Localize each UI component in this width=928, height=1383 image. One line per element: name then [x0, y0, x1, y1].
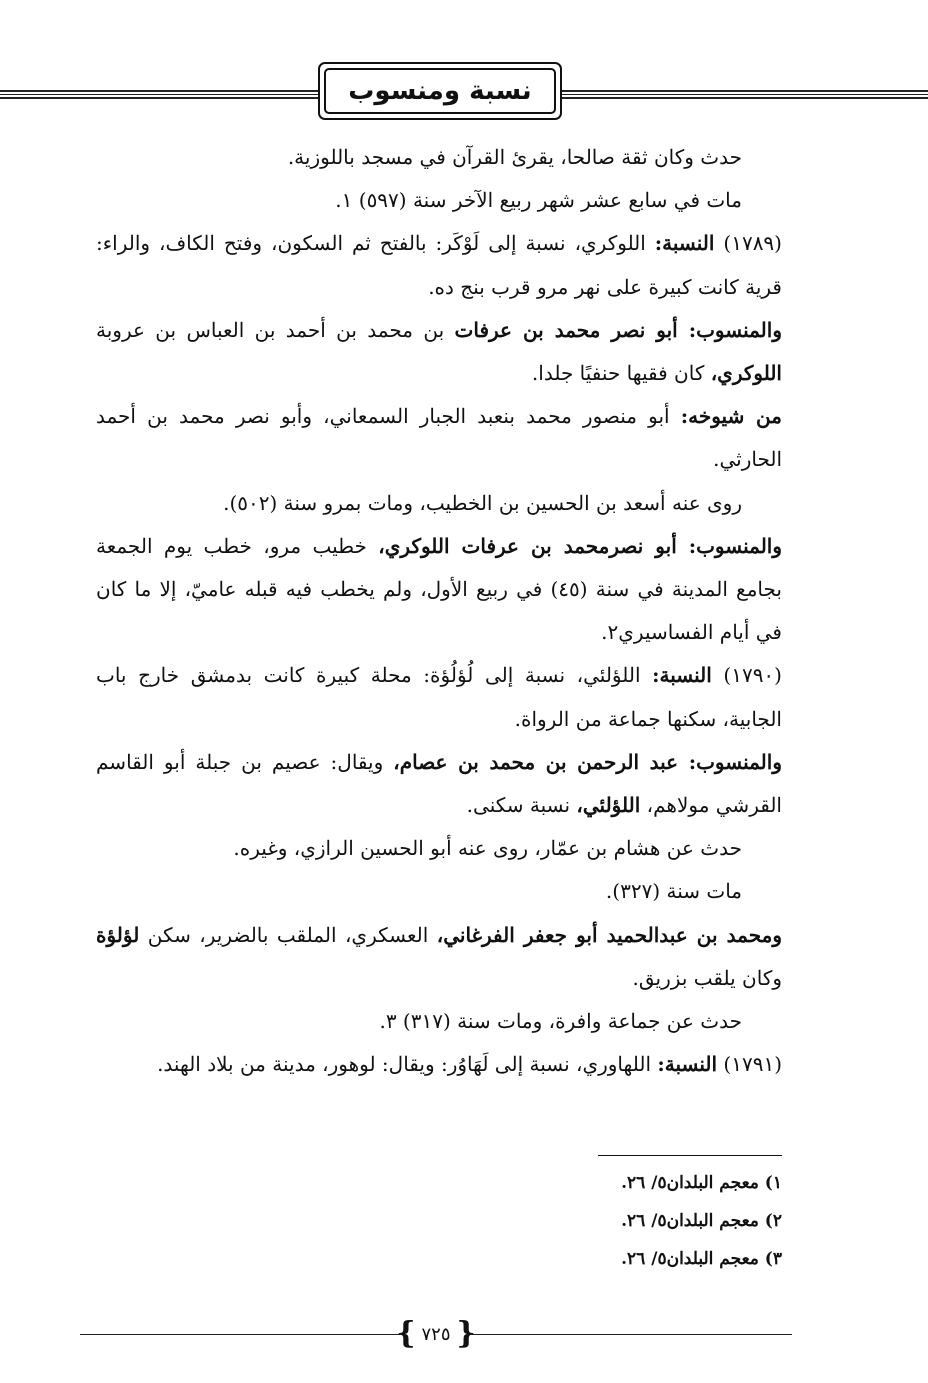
footer-rule-right	[472, 1334, 792, 1335]
text-run: روى عنه أسعد بن الحسين بن الخطيب، ومات بمرو سنة (٥٠٢).	[223, 490, 742, 515]
page-title: نسبة ومنسوب	[324, 68, 556, 114]
text-run: مات سنة (٣٢٧).	[605, 879, 742, 904]
text-run: نسبة سكنى.	[466, 793, 577, 818]
paragraph	[96, 654, 782, 740]
bold-text: والمنسوب: عبد الرحمن بن محمد بن عصام،	[393, 749, 782, 774]
paragraph	[96, 222, 782, 308]
footnote-item: ٣) معجم البلدان٥/ ٢٦.	[621, 1249, 782, 1269]
bold-text: النسبة:	[652, 663, 712, 688]
footnote-item: ١) معجم البلدان٥/ ٢٦.	[621, 1173, 782, 1193]
header-title-frame	[318, 62, 562, 120]
footer-rule-left	[80, 1334, 400, 1335]
paragraph	[96, 482, 782, 525]
text-run: اللؤلئي، نسبة إلى لُؤلُؤة: محلة كبيرة كانت بدمشق خارج باب الجابية، سكنها جماعة من الرواة.	[96, 663, 782, 731]
text-run: حدث عن هشام بن عمّار، روى عنه أبو الحسين الرازي، وغيره.	[233, 836, 742, 861]
text-run: (١٧٩١)	[717, 1052, 782, 1077]
bold-text: النسبة:	[654, 231, 715, 256]
brace-close: }	[456, 1316, 476, 1351]
text-run: مات في سابع عشر شهر ربيع الآخر سنة (٥٩٧) ١.	[335, 188, 742, 213]
paragraph	[96, 395, 782, 481]
paragraph	[96, 1043, 782, 1086]
bold-text: لؤلؤة	[96, 922, 140, 947]
paragraph	[96, 309, 782, 395]
bold-text: اللوكري،	[710, 361, 782, 386]
page-number: ٧٢٥	[421, 1323, 451, 1345]
bold-text: والمنسوب: أبو نصر محمد بن عرفات	[454, 317, 782, 342]
footnote-separator	[598, 1155, 782, 1156]
footnotes	[500, 1164, 782, 1278]
text-run: كان فقيها حنفيًا جلدا.	[531, 361, 711, 386]
bold-text: النسبة:	[657, 1052, 718, 1077]
text-run: خطيب مرو، خطب يوم الجمعة بجامع المدينة في سنة (٤٥) في ربيع الأول، ولم يخطب فيه قبله عاميّ، إلا ما كان في أيام الفساسيري٢.	[96, 533, 782, 645]
text-run: اللوكري، نسبة إلى لَوْكَر: بالفتح ثم السكون، وفتح الكاف، والراء: قرية كانت كبيرة على نهر مرو قرب بنج ده.	[96, 231, 782, 299]
bold-text: والمنسوب: أبو نصرمحمد بن عرفات اللوكري،	[378, 533, 783, 558]
bold-text: من شيوخه:	[680, 404, 782, 429]
text-run: بن محمد بن أحمد بن العباس بن عروبة	[96, 317, 455, 342]
text-run: أبو منصور محمد بنعبد الجبار السمعاني، وأبو نصر محمد بن أحمد الحارثي.	[96, 404, 782, 472]
text-run: العسكري، الملقب بالضرير، سكن	[139, 922, 437, 947]
bold-text: اللؤلئي،	[576, 793, 641, 818]
text-run: حدث وكان ثقة صالحا، يقرئ القرآن في مسجد باللوزية.	[287, 145, 742, 169]
paragraph	[96, 1000, 782, 1043]
bold-text: ومحمد بن عبدالحميد أبو جعفر الفرغاني،	[436, 922, 782, 947]
paragraph	[96, 525, 782, 655]
paragraph	[96, 870, 782, 913]
text-run: وكان يلقب بزريق.	[632, 965, 782, 990]
text-run: (١٧٨٩)	[714, 231, 782, 256]
paragraph	[96, 914, 782, 1000]
paragraph	[96, 179, 782, 222]
header-rule-right	[562, 90, 928, 104]
paragraph	[96, 741, 782, 827]
paragraph	[96, 827, 782, 870]
brace-open: {	[396, 1316, 416, 1351]
header-rule-left	[0, 90, 318, 104]
main-text	[96, 136, 782, 1086]
text-run: حدث عن جماعة وافرة، ومات سنة (٣١٧) ٣.	[379, 1009, 742, 1034]
page-number-box	[396, 1318, 476, 1350]
text-run: ويقال: عصيم بن جبلة أبو القاسم القرشي مولاهم،	[96, 749, 782, 818]
text-run: اللهاوري، نسبة إلى لَهَاوُر: ويقال: لوهور، مدينة من بلاد الهند.	[157, 1052, 658, 1077]
footnote-item: ٢) معجم البلدان٥/ ٢٦.	[621, 1211, 782, 1231]
paragraph	[96, 136, 782, 179]
text-run: (١٧٩٠)	[711, 663, 782, 688]
